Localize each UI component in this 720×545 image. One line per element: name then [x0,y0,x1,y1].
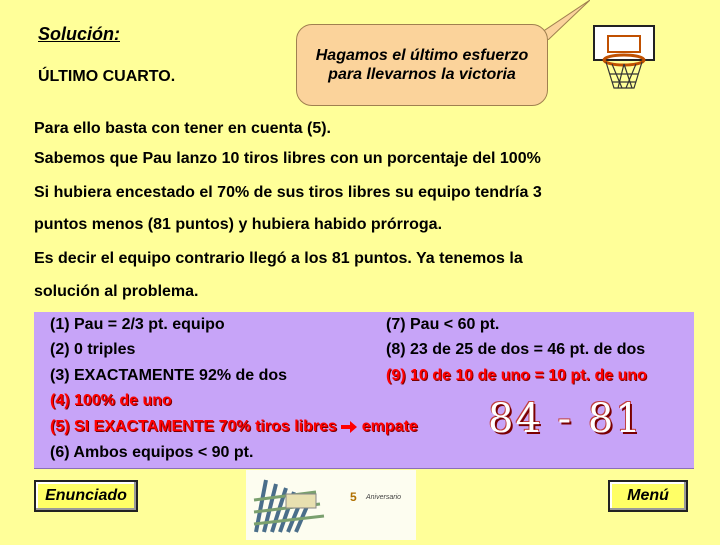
fact-1: (1) Pau = 2/3 pt. equipo [50,316,225,333]
paragraph-6: solución al problema. [34,283,199,300]
page-title: Solución: [38,24,120,44]
logo-number: 5 [350,490,357,504]
paragraph-2: Sabemos que Pau lanzo 10 tiros libres con un porcentaje del 100% [34,150,541,167]
final-score: 84 - 81 [488,396,643,442]
fact-6: (6) Ambos equipos < 90 pt. [50,444,254,461]
enunciado-button[interactable]: Enunciado [34,480,138,512]
facts-panel [34,312,694,469]
paragraph-1: Para ello basta con tener en cuenta (5). [34,120,331,137]
speech-bubble-text: Hagamos el último esfuerzo para llevarnos la victoria [315,47,529,83]
anniversary-logo [246,470,416,540]
fact-5-text: (5) SI EXACTAMENTE 70% tiros libres [50,418,337,435]
menu-button[interactable]: Menú [608,480,688,512]
arrow-right-icon [341,421,357,433]
paragraph-4: puntos menos (81 puntos) y hubiera habido prórroga. [34,216,443,233]
section-subtitle: ÚLTIMO CUARTO. [38,68,176,85]
fact-3: (3) EXACTAMENTE 92% de dos [50,367,288,384]
logo-word: Aniversario [366,494,402,501]
paragraph-3: Si hubiera encestado el 70% de sus tiros libres su equipo tendría 3 [34,184,542,201]
fact-7: (7) Pau < 60 pt. [386,316,500,333]
fact-9: (9) 10 de 10 de uno = 10 pt. de uno [386,367,647,384]
fact-5-suffix: empate [361,418,418,435]
fact-5 [50,418,418,436]
speech-bubble [296,24,548,106]
anniversary-logo-graphic [246,470,416,540]
basketball-hoop-icon [588,22,660,94]
fact-8: (8) 23 de 25 de dos = 46 pt. de dos [386,341,646,358]
fact-2: (2) 0 triples [50,341,136,358]
fact-4: (4) 100% de uno [50,392,172,409]
paragraph-5: Es decir el equipo contrario llegó a los 81 puntos. Ya tenemos la [34,250,523,267]
